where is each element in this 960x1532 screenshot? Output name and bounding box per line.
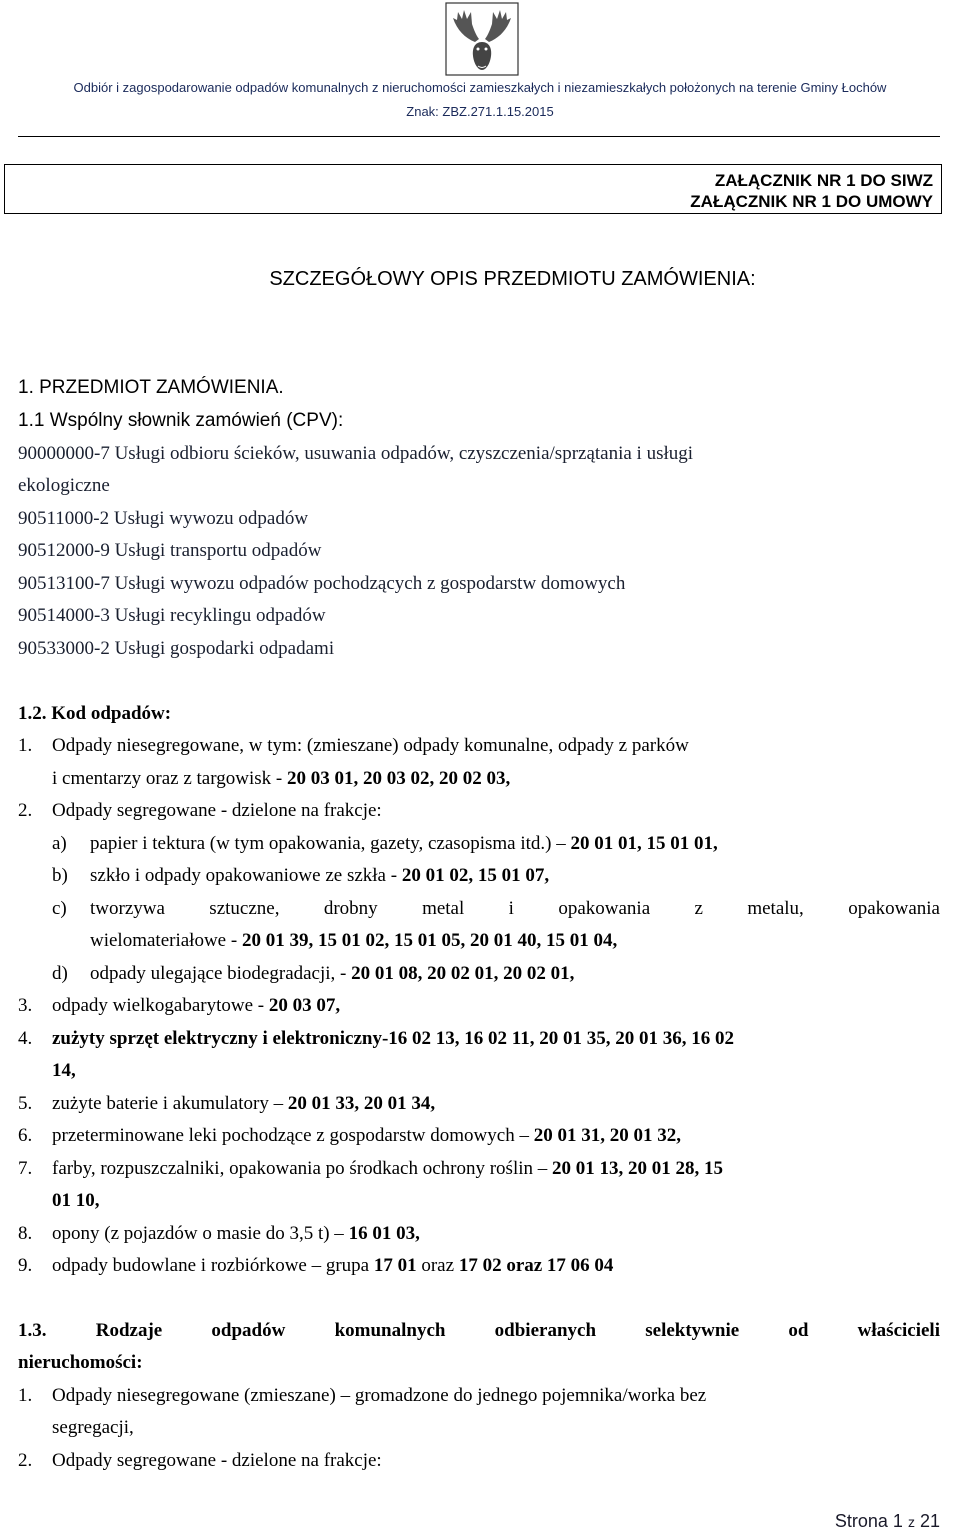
waste-codes: 20 01 31, 20 01 32, (533, 1125, 681, 1146)
list-item-text: zużyte baterie i akumulatory – (52, 1093, 288, 1114)
section-heading: 1. PRZEDMIOT ZAMÓWIENIA. (18, 377, 284, 398)
list-number: 2. (18, 1450, 33, 1471)
list-item-text: odpady wielkogabarytowe - (52, 995, 269, 1016)
footer-of: z (907, 1514, 915, 1530)
moose-head-icon (445, 2, 519, 76)
list-item-text: przeterminowane leki pochodzące z gospodarstw domowych – (52, 1125, 534, 1146)
cpv-item: 90533000-2 Usługi gospodarki odpadami (18, 638, 335, 659)
list-number: 6. (18, 1125, 33, 1146)
list-item-text: zużyty sprzęt elektryczny i elektroniczny-16 02 13, 16 02 11, 20 01 35, 20 01 36, 16 02 (52, 1028, 734, 1049)
header-title: Odbiór i zagospodarowanie odpadów komunalnych z nieruchomości zamieszkałych i niezamieszkałych położonych na terenie Gminy Łochów (73, 80, 887, 95)
list-number: 3. (18, 995, 33, 1016)
list-item-text (90, 930, 617, 952)
list-item-text (52, 995, 340, 1017)
list-item-text: Odpady segregowane - dzielone na frakcje: (52, 800, 382, 821)
list-item-text: papier i tektura (w tym opakowania, gazety, czasopisma itd.) – (90, 833, 571, 854)
list-item-text (52, 1125, 681, 1147)
list-number: 4. (18, 1028, 33, 1049)
waste-codes: 20 01 33, 20 01 34, (287, 1093, 436, 1114)
list-item-text: Odpady niesegregowane (zmieszane) – gromadzone do jednego pojemnika/worka bez (52, 1385, 707, 1406)
list-number: 1. (18, 1385, 33, 1406)
types-heading: 1.3. Rodzaje odpadów komunalnych odbieranych selektywnie od właścicieli (18, 1320, 940, 1341)
waste-codes: 20 01 08, 20 02 01, 20 02 01, (351, 963, 575, 984)
sublist-letter: b) (52, 865, 68, 886)
list-item-text (52, 1093, 435, 1115)
codes-heading: 1.2. Kod odpadów: (18, 703, 172, 724)
header-reference-code: Znak: ZBZ.271.1.15.2015 (406, 104, 554, 119)
list-item-text (52, 1255, 613, 1277)
annex-box (4, 164, 942, 214)
list-item-text: Odpady segregowane - dzielone na frakcje: (52, 1450, 382, 1471)
list-item-text (90, 865, 549, 887)
waste-codes: 20 01 39, 15 01 02, 15 01 05, 20 01 40, 15 01 04, (241, 930, 618, 951)
list-number: 5. (18, 1093, 33, 1114)
sublist-letter: a) (52, 833, 67, 854)
annex-line-1: ZAŁĄCZNIK NR 1 DO SIWZ (714, 171, 933, 190)
list-number: 8. (18, 1223, 33, 1244)
waste-codes: 17 02 oraz 17 06 04 (458, 1255, 614, 1276)
annex-line-2: ZAŁĄCZNIK NR 1 DO UMOWY (690, 192, 933, 211)
types-heading: nieruchomości: (18, 1352, 143, 1373)
cpv-item: 90512000-9 Usługi transportu odpadów (18, 540, 322, 561)
list-item-text: oraz (416, 1255, 459, 1276)
document-title: SZCZEGÓŁOWY OPIS PRZEDMIOTU ZAMÓWIENIA: (269, 268, 756, 290)
list-number: 1. (18, 735, 33, 756)
waste-codes: 01 10, (52, 1190, 100, 1211)
list-item-text: tworzywa sztuczne, drobny metal i opakowania z metalu, opakowania (90, 898, 940, 919)
list-item-text: szkło i odpady opakowaniowe ze szkła - (90, 865, 402, 886)
list-item-text: opony (z pojazdów o masie do 3,5 t) – (52, 1223, 349, 1244)
sublist-letter: c) (52, 898, 67, 919)
cpv-heading: 1.1 Wspólny słownik zamówień (CPV): (18, 410, 344, 431)
list-item-text (52, 735, 940, 757)
list-item-text: i cmentarzy oraz z targowisk - (52, 768, 287, 789)
list-item-text: odpady ulegające biodegradacji, - (90, 963, 352, 984)
list-item-text (90, 963, 574, 985)
cpv-item: ekologiczne (18, 475, 110, 496)
waste-codes: 16 01 03, (348, 1223, 420, 1244)
sublist-letter: d) (52, 963, 68, 984)
waste-codes: 20 01 13, 20 01 28, 15 (552, 1158, 724, 1179)
list-item-text: 14, (52, 1060, 76, 1081)
waste-codes: 17 01 (373, 1255, 417, 1276)
waste-codes: 20 03 07, (268, 995, 341, 1016)
footer-prefix: Strona (834, 1511, 888, 1531)
list-item-text: Odpady niesegregowane, w tym: (zmieszane) odpady komunalne, odpady z parków (52, 735, 689, 756)
list-item-text: odpady budowlane i rozbiórkowe – grupa (52, 1255, 374, 1276)
waste-codes: 20 01 01, 15 01 01, (570, 833, 718, 854)
cpv-item: 90514000-3 Usługi recyklingu odpadów (18, 605, 326, 626)
footer-total: 21 (919, 1511, 940, 1531)
cpv-item: 90000000-7 Usługi odbioru ścieków, usuwania odpadów, czyszczenia/sprzątania i usługi (18, 443, 694, 464)
list-number: 9. (18, 1255, 33, 1276)
list-number: 2. (18, 800, 33, 821)
cpv-item: 90511000-2 Usługi wywozu odpadów (18, 508, 309, 529)
list-item-text: farby, rozpuszczalniki, opakowania po środkach ochrony roślin – (52, 1158, 553, 1179)
page-number-footer (835, 1511, 940, 1532)
list-item-text (90, 833, 718, 855)
list-item-text (52, 1158, 723, 1180)
waste-codes: 20 01 02, 15 01 07, (401, 865, 550, 886)
cpv-item: 90513100-7 Usługi wywozu odpadów pochodzących z gospodarstw domowych (18, 573, 626, 594)
header-divider (18, 136, 940, 137)
waste-codes: 20 03 01, 20 03 02, 20 02 03, (286, 768, 511, 789)
list-number: 7. (18, 1158, 33, 1179)
list-item-text: segregacji, (52, 1417, 134, 1438)
list-item-text: wielomateriałowe - (90, 930, 242, 951)
footer-page: 1 (892, 1511, 903, 1531)
list-item-text (52, 1223, 420, 1245)
list-item-text (52, 768, 510, 790)
